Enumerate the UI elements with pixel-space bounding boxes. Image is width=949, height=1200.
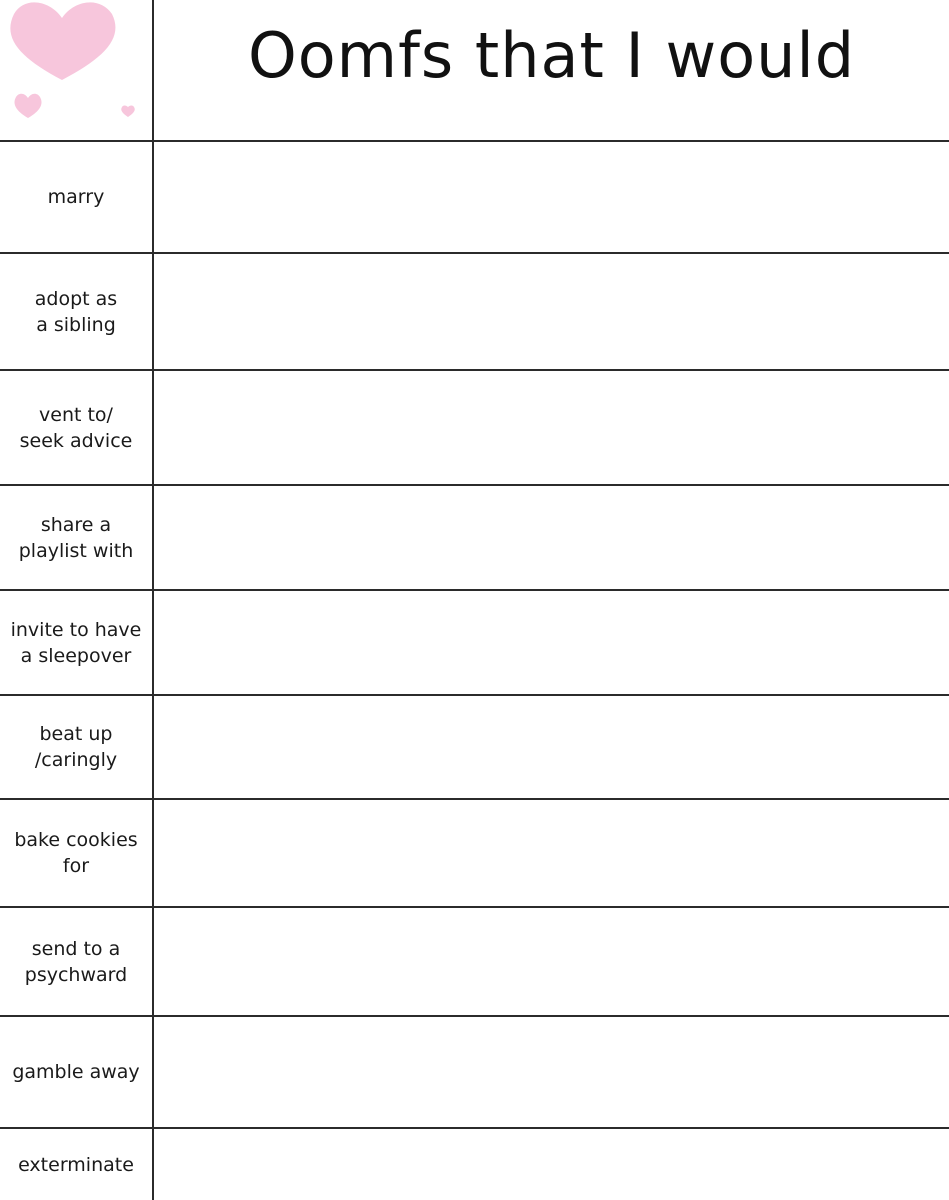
row-answer-cell[interactable] xyxy=(154,800,949,906)
row-divider xyxy=(0,906,949,908)
page-title: Oomfs that I would xyxy=(247,18,856,92)
row-divider xyxy=(0,484,949,486)
row-answer-cell[interactable] xyxy=(154,254,949,369)
row-answer-cell[interactable] xyxy=(154,908,949,1015)
hearts-decoration xyxy=(0,0,152,140)
row-answer-cell[interactable] xyxy=(154,696,949,798)
row-divider xyxy=(0,1015,949,1017)
small-heart-icon xyxy=(15,94,42,118)
row-label: marry xyxy=(47,186,105,208)
heart-icon xyxy=(10,2,115,80)
row-label: adopt as a sibling xyxy=(34,287,118,336)
row-label: bake cookies for xyxy=(14,829,138,877)
row-answer-cell[interactable] xyxy=(154,142,949,252)
row-label: share a playlist with xyxy=(18,513,134,562)
row-divider xyxy=(0,252,949,254)
row-answer-cell[interactable] xyxy=(154,1129,949,1200)
tiny-heart-icon xyxy=(121,106,135,118)
row-divider xyxy=(0,589,949,591)
row-label: send to a psychward xyxy=(24,937,128,986)
row-divider xyxy=(0,694,949,696)
row-divider xyxy=(0,369,949,371)
row-divider xyxy=(0,1127,949,1129)
row-label: invite to have a sleepover xyxy=(10,618,142,667)
row-answer-cell[interactable] xyxy=(154,486,949,589)
row-answer-cell[interactable] xyxy=(154,1017,949,1127)
row-label: gamble away xyxy=(12,1061,140,1083)
row-answer-cell[interactable] xyxy=(154,371,949,484)
row-label: beat up /caringly xyxy=(34,723,118,771)
row-divider xyxy=(0,798,949,800)
row-label: vent to/ seek advice xyxy=(19,403,133,452)
row-label: exterminate xyxy=(18,1153,134,1176)
row-answer-cell[interactable] xyxy=(154,591,949,694)
row-divider xyxy=(0,140,949,142)
